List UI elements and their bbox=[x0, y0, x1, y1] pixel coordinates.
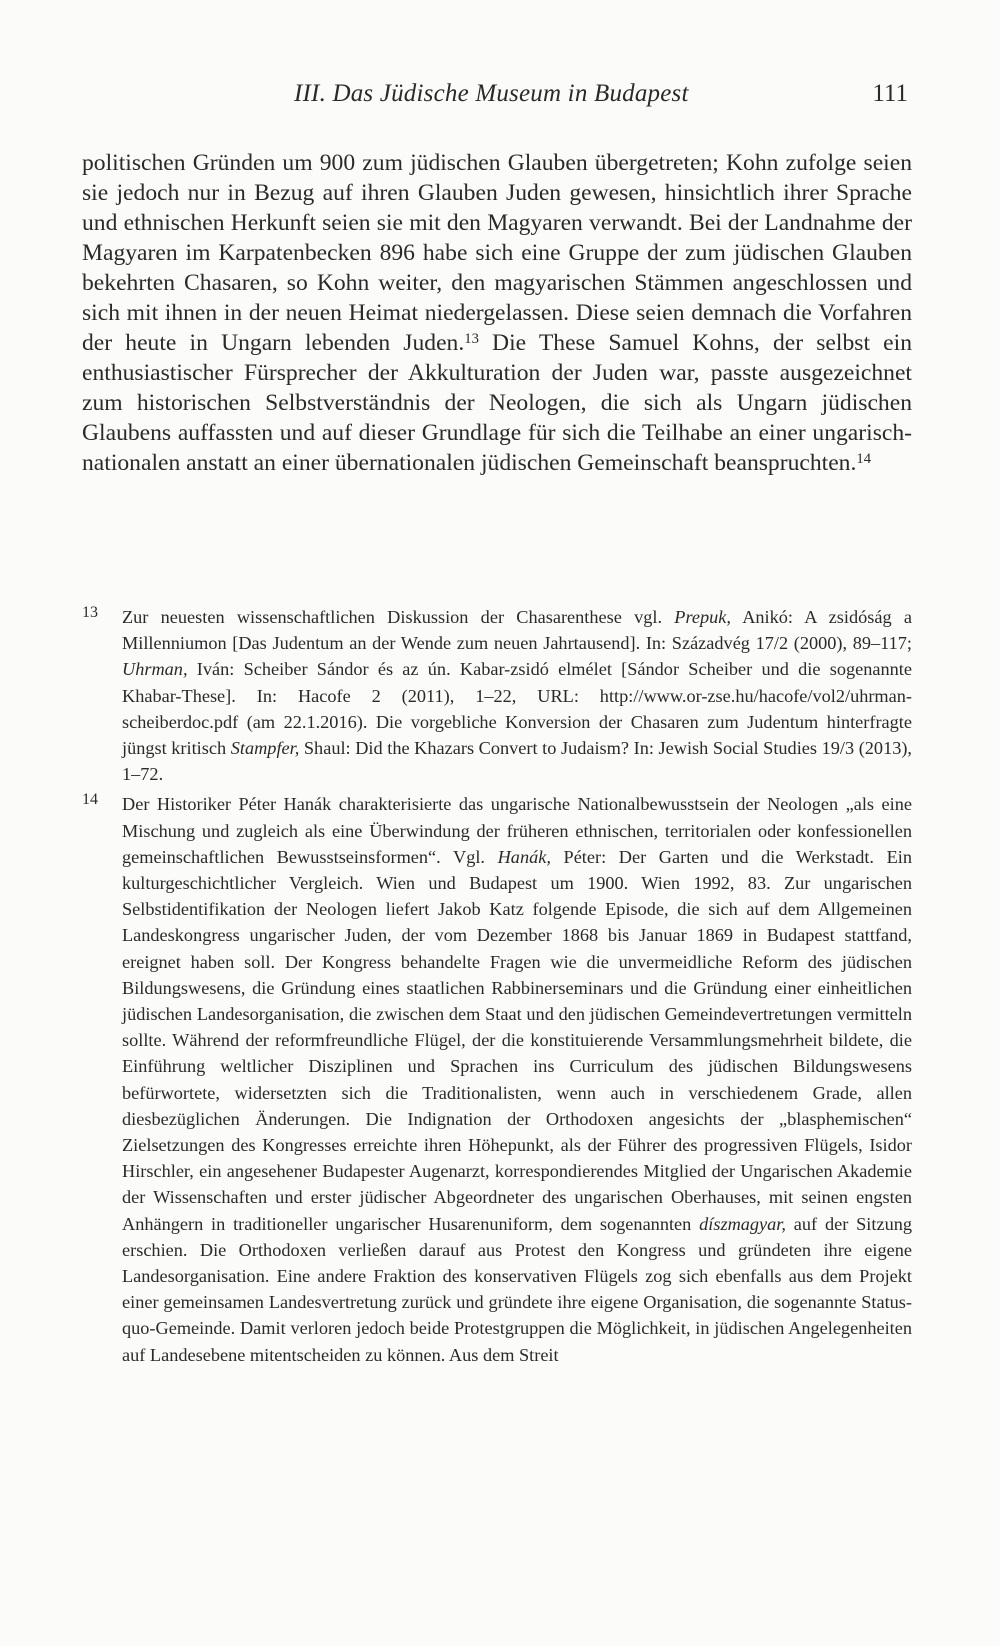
author-name: Prepuk, bbox=[674, 607, 731, 627]
author-name: Hanák, bbox=[497, 846, 551, 867]
body-text bbox=[82, 148, 912, 478]
running-title: III. Das Jüdische Museum in Budapest bbox=[294, 80, 689, 107]
paragraph-text-part1: politischen Gründen um 900 zum jüdischen Glauben übergetreten; Kohn zufolge seien sie jedoch nur in Bezug auf ihren Glauben Juden gewesen, hinsichtlich ihrer Sprache und ethnischen Herkunft seien sie mit den Magyaren verwandt. Bei der Landnahme der Magyaren im Karpatenbecken 896 habe sich eine Gruppe der zum jüdischen Glauben bekehrten Chasaren, so Kohn weiter, den magyarischen Stämmen angeschlossen und sich mit ihnen in der neuen Heimat niedergelassen. Diese seien demnach die Vorfahren der heute in Ungarn lebenden Juden. bbox=[82, 150, 912, 356]
footnote-text: auf der Sitzung erschien. Die Orthodoxen verließen darauf aus Protest den Kongress und gründeten ihre eigene Landesorganisation. Eine andere Fraktion des konservativen Flügels zog sich ebenfalls aus dem Projekt einer gemeinsamen Landesvertretung zurück und gründete ihre eigene Organisation, die sogenannte Status-quo-Gemeinde. Damit verloren jedoch beide Protestgruppen die Möglichkeit, in jüdischen Angelegenheiten auf Landesebene mitentscheiden zu können. Aus dem Streit bbox=[122, 1213, 912, 1365]
author-name: Stampfer, bbox=[230, 738, 300, 759]
footnote-text: Anikó: A zsidóság a Millenniumon [Das Judentum an der Wende zum neuen Jahrtausend]. In: Századvég 17/2 (2000), 89–117; bbox=[122, 607, 912, 654]
footnote-text: Zur neuesten wissenschaftlichen Diskussion der Chasarenthese vgl. bbox=[122, 607, 675, 627]
footnote-number: 13 bbox=[82, 604, 98, 621]
footnote-text: Péter: Der Garten und die Werkstadt. Ein kulturgeschichtlicher Vergleich. Wien und Budapest um 1900. Wien 1992, 83. Zur ungarischen Selbstidentifikation der Neologen liefert Jakob Katz folgende Episode, die sich auf dem Allgemeinen Landeskongress ungarischer Juden, der vom Dezember 1868 bis Januar 1869 in Budapest stattfand, ereignet haben soll. Der Kongress behandelte Fragen wie die unvermeidliche Reform des jüdischen Bildungswesens, die Gründung eines staatlichen Rabbinerseminars und die Gründung einer einheitlichen jüdischen Landesorganisation, die zwischen dem Staat und den jüdischen Gemeindevertretungen vermitteln sollte. Während der reformfreundliche Flügel, der die konstituierende Versammlungsmehrheit bildete, die Einführung weltlicher Disziplinen und Sprachen ins Curriculum des jüdischen Bildungswesens befürwortete, widersetzten sich die Traditionalisten, wenn auch in verschiedenem Grade, allen diesbezüglichen Änderungen. Die Indignation der Orthodoxen angesichts der „blasphemischen“ Zielsetzungen des Kongresses erreichte ihren Höhepunkt, als der Führer des progressiven Flügels, Isidor Hirschler, ein angesehener Budapester Augenarzt, korrespondierendes Mitglied der Ungarischen Akademie der Wissenschaften und erster jüdischer Abgeordneter des ungarischen Oberhauses, mit seinen engsten Anhängern in traditioneller ungarischer Husarenuniform, dem sogenannten bbox=[122, 846, 912, 1234]
footnote-text: Iván: Scheiber Sándor és az ún. Kabar-zsidó elmélet [Sándor Scheiber und die sogenannte Khabar-These]. In: Hacofe 2 (2011), 1–22, URL: http://www.or-zse.hu/hacofe/vol2/uhrman-scheiberdoc.pdf (am 22.1.2016). Die vorgebliche Konversion der Chasaren zum Judentum hinterfragte jüngst kritisch bbox=[122, 659, 912, 759]
footnote-text: Der Historiker Péter Hanák charakterisierte das ungarische Nationalbewusstsein der Neologen „als eine Mischung und zugleich als eine Überwindung der früheren ethnischen, territorialen oder konfessionellen gemeinschaftlichen Bewusstseinsformen“. Vgl. bbox=[122, 794, 912, 867]
page-number: 111 bbox=[872, 80, 908, 107]
italic-term: díszmagyar, bbox=[699, 1213, 786, 1234]
paragraph-text-part2: Die These Samuel Kohns, der selbst ein enthusiastischer Fürsprecher der Akkulturation der Juden war, passte ausgezeichnet zum historischen Selbstverständnis der Neologen, die sich als Ungarn jüdischen Glaubens auffassten und auf dieser Grundlage für sich die Teilhabe an einer ungarisch-nationalen anstatt an einer übernationalen jüdischen Gemeinschaft beanspruchten. bbox=[82, 330, 912, 476]
page-header bbox=[84, 80, 908, 120]
footnotes bbox=[82, 604, 912, 1372]
body-paragraph bbox=[82, 148, 912, 478]
footnote-text: Shaul: Did the Khazars Convert to Judaism? In: Jewish Social Studies 19/3 (2013), 1–72. bbox=[122, 738, 913, 785]
footnote-13 bbox=[82, 604, 912, 787]
footnote-14 bbox=[82, 791, 912, 1367]
footnote-ref-14: 14 bbox=[856, 450, 871, 467]
footnote-ref-13: 13 bbox=[464, 330, 479, 347]
author-name: Uhrman, bbox=[122, 659, 188, 680]
footnote-number: 14 bbox=[82, 791, 98, 809]
